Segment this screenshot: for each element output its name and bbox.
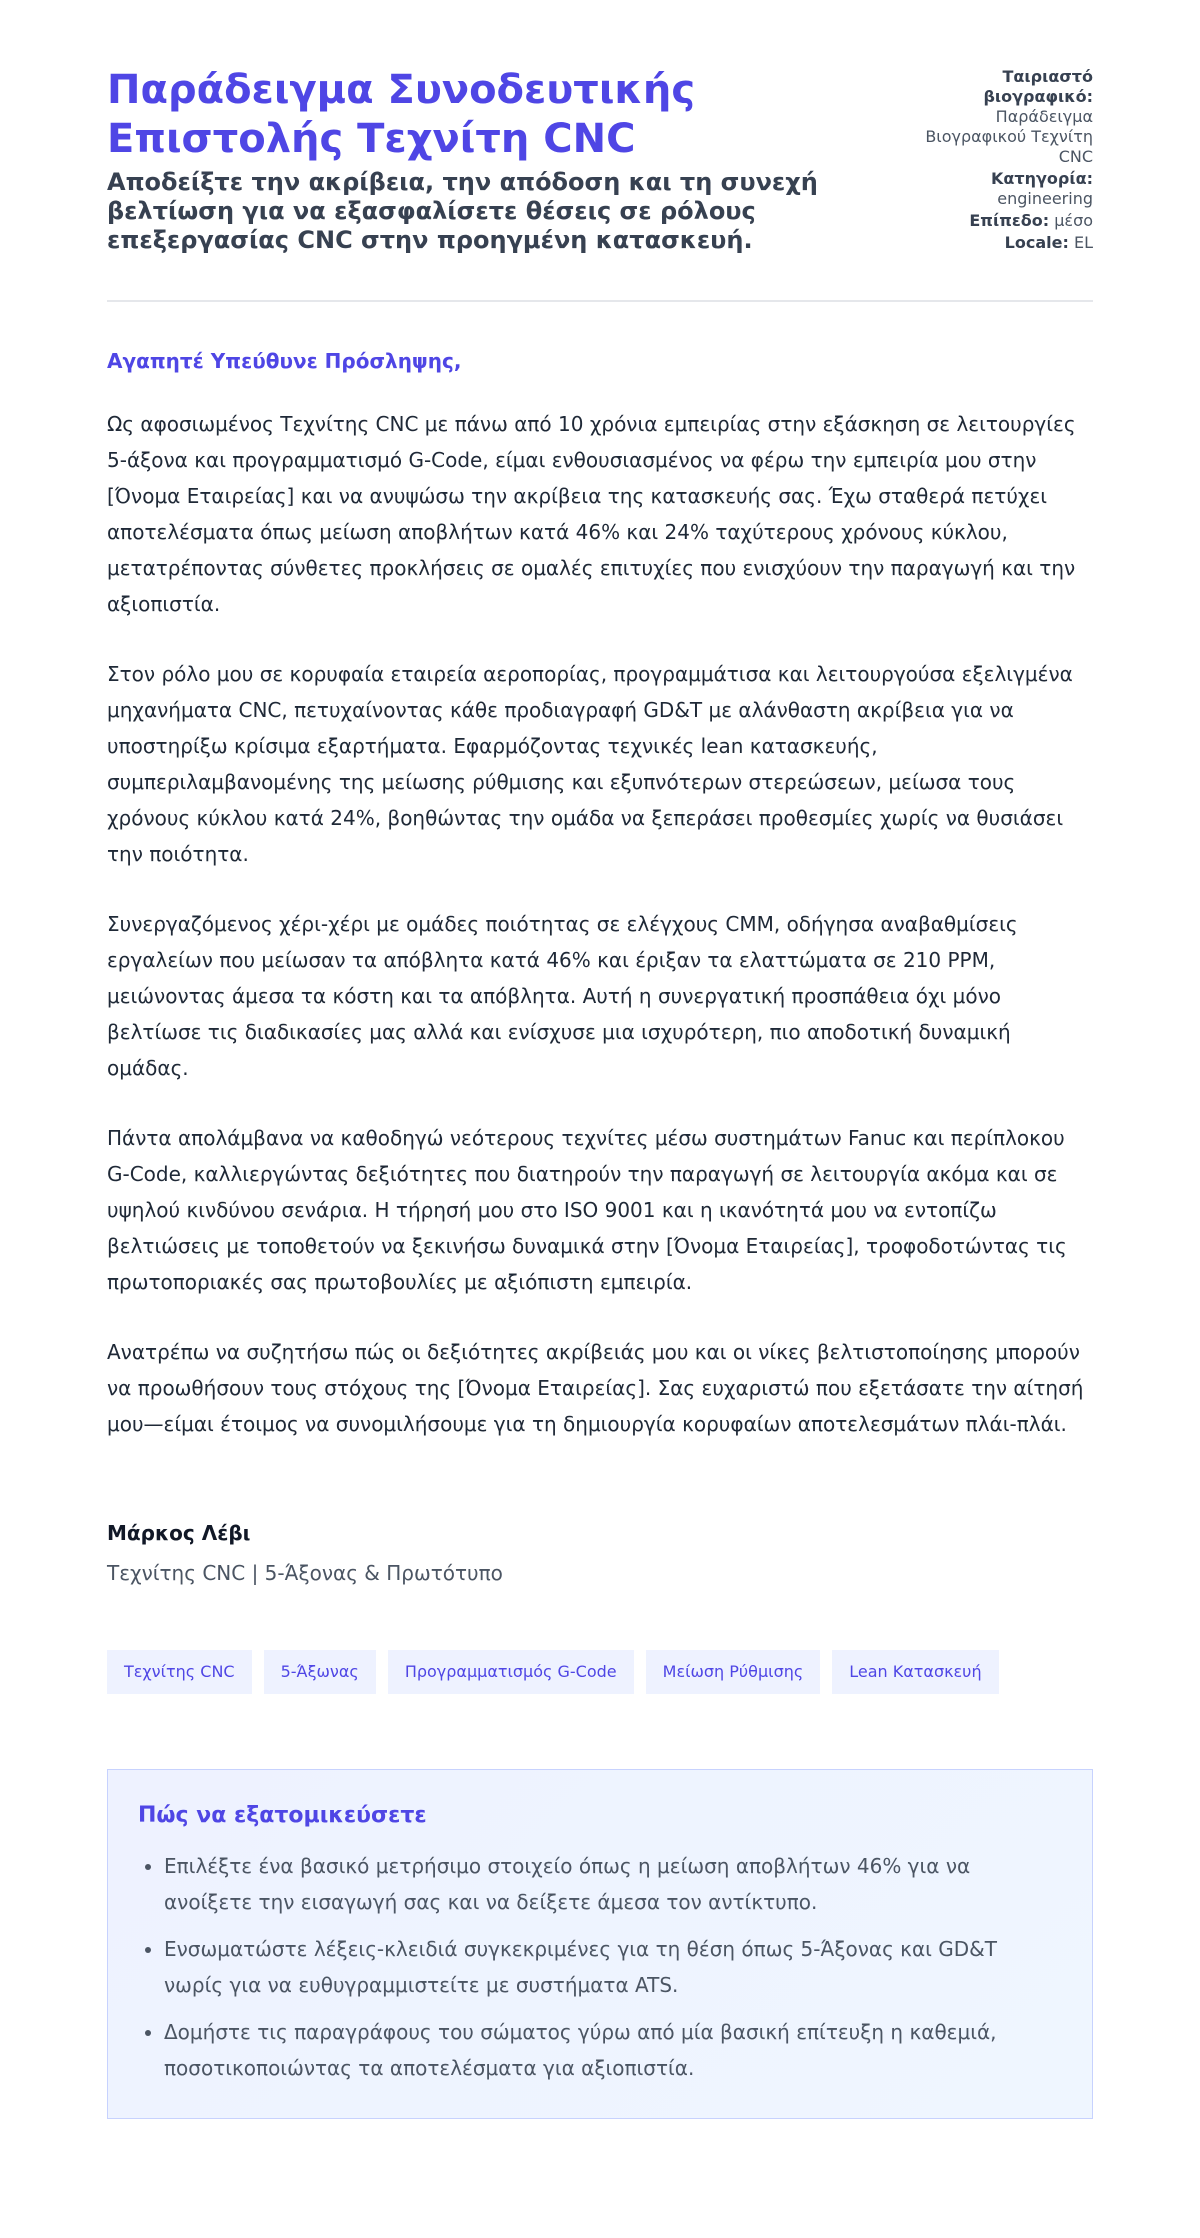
meta-level [893, 211, 1093, 231]
letter-paragraph: Πάντα απολάμβανα να καθοδηγώ νεότερους τεχνίτες μέσω συστημάτων Fanuc και περίπλοκου G-Code, καλλιεργώντας δεξιότητες που διατηρούν την παραγωγή σε λειτουργία ακόμα και σε υψηλού κινδύνου σενάρια. Η τήρησή μου στο ISO 9001 και η ικανότητά μου να εντοπίζω βελτιώσεις με τοποθετούν να ξεκινήσω δυναμικά στην [Όνομα Εταιρείας], τροφοδοτώντας τις πρωτοποριακές σας πρωτοβουλίες με αξιόπιστη εμπειρία. [107, 1126, 1067, 1294]
customization-tips [107, 1769, 1093, 2119]
skill-tag: 5-Άξωνας [264, 1650, 376, 1694]
letter-paragraph: Ως αφοσιωμένος Τεχνίτης CNC με πάνω από 10 χρόνια εμπειρίας στην εξάσκηση σε λειτουργίες 5-άξονα και προγραμματισμό G-Code, είμαι ενθουσιασμένος να φέρω την εμπειρία μου στην [Όνομα Εταιρείας] και να ανυψώσω την ακρίβεια της κατασκευής σας. Έχω σταθερά πετύχει αποτελέσματα όπως μείωση αποβλήτων κατά 46% και 24% ταχύτερους χρόνους κύκλου, μετατρέποντας σύνθετες προκλήσεις σε ομαλές επιτυχίες που ενισχύουν την παραγωγή και την αξιοπιστία. [107, 412, 1076, 616]
header-divider [107, 300, 1093, 302]
meta-resume-value: Παράδειγμα Βιογραφικού Τεχνίτη CNC [925, 107, 1093, 166]
page-header [107, 66, 1093, 255]
tip-item: • Δομήστε τις παραγράφους του σώματος γύρω από μία βασική επίτευξη η καθεμιά, ποσοτικοποιώντας τα αποτελέσματα για αξιοπιστία. [164, 2014, 1062, 2086]
letter-salutation: Αγαπητέ Υπεύθυνε Πρόσληψης, [107, 349, 462, 373]
page-title: Παράδειγμα Συνοδευτικής Επιστολής Τεχνίτη CNC [107, 67, 696, 162]
skill-tag: Lean Κατασκευή [832, 1650, 998, 1694]
meta-level-value: μέσο [1054, 211, 1093, 230]
meta-level-label: Επίπεδο: [969, 211, 1050, 230]
cover-letter-page [107, 0, 1093, 2119]
letter-paragraph: Ανατρέπω να συζητήσω πώς οι δεξιότητες ακρίβειάς μου και οι νίκες βελτιστοποίησης μπορούν να προωθήσουν τους στόχους της [Όνομα Εταιρείας]. Σας ευχαριστώ που εξετάσατε την αίτησή μου—είμαι έτοιμος να συνομιλήσουμε για τη δημιουργία κορυφαίων αποτελεσμάτων πλάι-πλάι. [107, 1340, 1084, 1436]
signature-name: Μάρκος Λέβι [107, 1521, 251, 1545]
meta-category-label: Κατηγορία: [991, 169, 1093, 188]
letter-paragraph: Στον ρόλο μου σε κορυφαία εταιρεία αεροπορίας, προγραμμάτισα και λειτουργούσα εξελιγμένα μηχανήματα CNC, πετυχαίνοντας κάθε προδιαγραφή GD&T με αλάνθαστη ακρίβεια για να υποστηρίξω κρίσιμα εξαρτήματα. Εφαρμόζοντας τεχνικές lean κατασκευής, συμπεριλαμβανομένης της μείωσης ρύθμισης και εξυπνότερων στερεώσεων, μείωσα τους χρόνους κύκλου κατά 24%, βοηθώντας την ομάδα να ξεπεράσει προθεσμίες χωρίς να θυσιάσει την ποιότητα. [107, 662, 1073, 866]
meta-locale-label: Locale: [1004, 233, 1069, 252]
skill-tags [107, 1650, 1093, 1694]
skill-tag: Μείωση Ρύθμισης [646, 1650, 821, 1694]
tip-item: • Ενσωματώστε λέξεις-κλειδιά συγκεκριμένες για τη θέση όπως 5-Άξονας και GD&T νωρίς για να ευθυγραμμιστείτε με συστήματα ATS. [164, 1931, 1062, 2003]
meta-panel [893, 66, 1093, 255]
skill-tag: Προγραμματισμός G-Code [388, 1650, 634, 1694]
page-subtitle: Αποδείξτε την ακρίβεια, την απόδοση και τη συνεχή βελτίωση για να εξασφαλίσετε θέσεις σε ρόλους επεξεργασίας CNC στην προηγμένη κατασκευή. [107, 168, 818, 254]
meta-locale-value: EL [1073, 233, 1093, 252]
meta-locale [893, 233, 1093, 253]
meta-category-value: engineering [997, 189, 1093, 208]
meta-category [893, 169, 1093, 209]
letter-signature [107, 1520, 1093, 1586]
letter-paragraph: Συνεργαζόμενος χέρι-χέρι με ομάδες ποιότητας σε ελέγχους CMM, οδήγησα αναβαθμίσεις εργαλείων που μείωσαν τα απόβλητα κατά 46% και έριξαν τα ελαττώματα σε 210 PPM, μειώνοντας άμεσα τα κόστη και τα απόβλητα. Αυτή η συνεργατική προσπάθεια όχι μόνο βελτίωσε τις διαδικασίες μας αλλά και ενίσχυσε μια ισχυρότερη, πιο αποδοτική δυναμική ομάδας. [107, 912, 1018, 1080]
tips-title: Πώς να εξατομικεύσετε [138, 1803, 427, 1828]
tip-item: • Επιλέξτε ένα βασικό μετρήσιμο στοιχείο όπως η μείωση αποβλήτων 46% για να ανοίξετε την εισαγωγή σας και να δείξετε άμεσα τον αντίκτυπο. [164, 1848, 1062, 1920]
header-left [107, 66, 867, 255]
skill-tag: Τεχνίτης CNC [107, 1650, 252, 1694]
signature-role: Τεχνίτης CNC | 5-Άξονας & Πρωτότυπο [107, 1561, 503, 1585]
meta-resume-label: Ταιριαστό βιογραφικό: [983, 67, 1093, 106]
meta-resume [893, 67, 1093, 167]
tips-list [138, 1848, 1062, 2086]
